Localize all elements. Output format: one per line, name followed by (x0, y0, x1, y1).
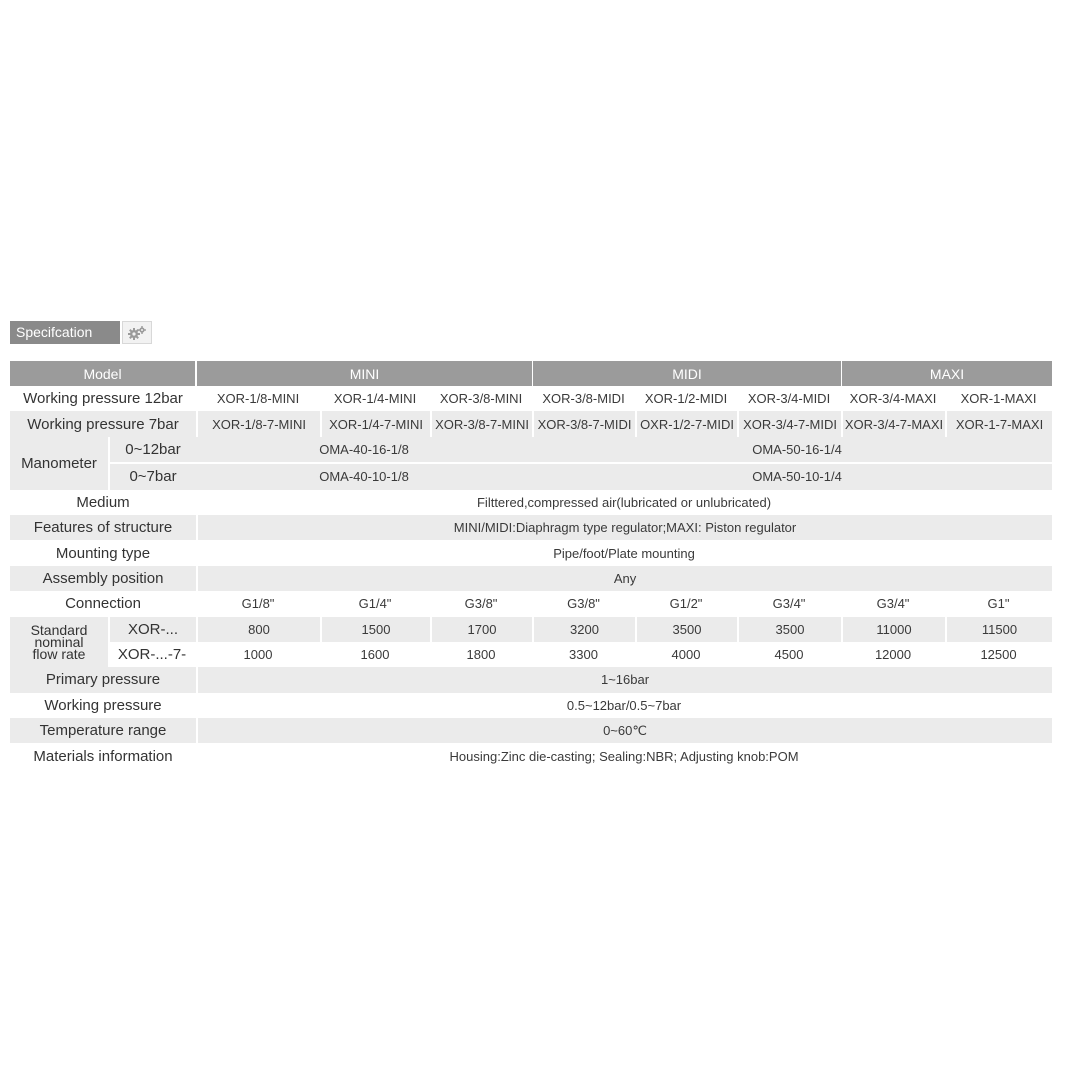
header-midi: MIDI (532, 361, 841, 386)
cell: OXR-1/2-7-MIDI (635, 411, 737, 436)
cell: G1/8" (196, 591, 320, 616)
cell: G3/8" (430, 591, 532, 616)
cell: 3500 (737, 617, 841, 642)
manometer-range: 0~12bar (108, 437, 196, 462)
cell: G3/8" (532, 591, 635, 616)
row-temperature (10, 718, 1052, 743)
row-primary-pressure (10, 667, 1052, 692)
cell: XOR-1-7-MAXI (945, 411, 1052, 436)
flow-label (10, 617, 108, 668)
row-flow-standard (10, 617, 1052, 642)
row-assembly (10, 566, 1052, 591)
row-value: Filttered,compressed air(lubricated or unlubricated) (196, 490, 1052, 515)
cell: XOR-1/4-MINI (320, 386, 430, 411)
cell: XOR-1/8-MINI (196, 386, 320, 411)
cell: G1/2" (635, 591, 737, 616)
row-mounting (10, 540, 1052, 565)
cell: 4500 (737, 642, 841, 667)
row-label: Primary pressure (10, 667, 196, 692)
cell: XOR-3/8-MINI (430, 386, 532, 411)
row-value: Housing:Zinc die-casting; Sealing:NBR; Adjusting knob:POM (196, 743, 1052, 768)
row-label: Working pressure 12bar (10, 386, 196, 411)
cell: XOR-3/4-7-MIDI (737, 411, 841, 436)
row-value: MINI/MIDI:Diaphragm type regulator;MAXI: Piston regulator (196, 515, 1052, 540)
cell: 1700 (430, 617, 532, 642)
cell: 1600 (320, 642, 430, 667)
cell: XOR-3/4-MAXI (841, 386, 945, 411)
row-label: Materials information (10, 743, 196, 768)
flow-label-line1: Standard (30, 621, 88, 638)
cell: XOR-3/8-7-MINI (430, 411, 532, 436)
row-working-pressure (10, 693, 1052, 718)
flow-label-line3: flow rate (32, 645, 86, 662)
specification-table (10, 361, 1052, 769)
cell: 3200 (532, 617, 635, 642)
row-value: 0~60℃ (196, 718, 1052, 743)
manometer-midimaxi: OMA-50-16-1/4 (532, 437, 1052, 462)
manometer-mini: OMA-40-10-1/8 (196, 462, 532, 489)
row-connection (10, 591, 1052, 616)
row-working-pressure-12bar (10, 386, 1052, 411)
cell: XOR-3/8-7-MIDI (532, 411, 635, 436)
row-label: Connection (10, 591, 196, 616)
row-medium (10, 490, 1052, 515)
cell: 4000 (635, 642, 737, 667)
row-features (10, 515, 1052, 540)
section-header (10, 321, 152, 344)
cell: XOR-1/4-7-MINI (320, 411, 430, 436)
row-label: Features of structure (10, 515, 196, 540)
row-manometer-12bar (10, 437, 1052, 462)
cell: XOR-1/8-7-MINI (196, 411, 320, 436)
cell: 3300 (532, 642, 635, 667)
cell: 11000 (841, 617, 945, 642)
row-manometer-7bar (10, 462, 1052, 489)
row-value: 1~16bar (196, 667, 1052, 692)
manometer-range: 0~7bar (108, 462, 196, 489)
cell: XOR-1-MAXI (945, 386, 1052, 411)
flow-sub-label: XOR-...-7- (108, 642, 196, 667)
cell: XOR-3/4-MIDI (737, 386, 841, 411)
row-working-pressure-7bar (10, 411, 1052, 436)
cell: 12500 (945, 642, 1052, 667)
cell: XOR-3/4-7-MAXI (841, 411, 945, 436)
cell: 1000 (196, 642, 320, 667)
row-label: Mounting type (10, 540, 196, 565)
cell: 1800 (430, 642, 532, 667)
cell: G3/4" (737, 591, 841, 616)
row-label: Working pressure (10, 693, 196, 718)
header-model: Model (10, 361, 196, 386)
gears-icon-graphic (126, 325, 148, 341)
row-label: Working pressure 7bar (10, 411, 196, 436)
cell: XOR-1/2-MIDI (635, 386, 737, 411)
cell: 800 (196, 617, 320, 642)
cell: 1500 (320, 617, 430, 642)
row-materials (10, 743, 1052, 768)
row-value: Any (196, 566, 1052, 591)
header-mini: MINI (196, 361, 532, 386)
cell: 12000 (841, 642, 945, 667)
manometer-mini: OMA-40-16-1/8 (196, 437, 532, 462)
row-value: Pipe/foot/Plate mounting (196, 540, 1052, 565)
gears-icon (122, 321, 152, 344)
cell: G1" (945, 591, 1052, 616)
row-value: 0.5~12bar/0.5~7bar (196, 693, 1052, 718)
cell: G1/4" (320, 591, 430, 616)
header-row (10, 361, 1052, 386)
flow-sub-label: XOR-... (108, 617, 196, 642)
flow-label-line2: nominal (34, 633, 84, 650)
manometer-label: Manometer (10, 437, 108, 490)
cell: G3/4" (841, 591, 945, 616)
cell: 3500 (635, 617, 737, 642)
row-label: Medium (10, 490, 196, 515)
header-maxi: MAXI (841, 361, 1052, 386)
row-flow-7 (10, 642, 1052, 667)
cell: XOR-3/8-MIDI (532, 386, 635, 411)
row-label: Assembly position (10, 566, 196, 591)
cell: 11500 (945, 617, 1052, 642)
section-title: Specifcation (10, 321, 120, 344)
manometer-midimaxi: OMA-50-10-1/4 (532, 462, 1052, 489)
row-label: Temperature range (10, 718, 196, 743)
